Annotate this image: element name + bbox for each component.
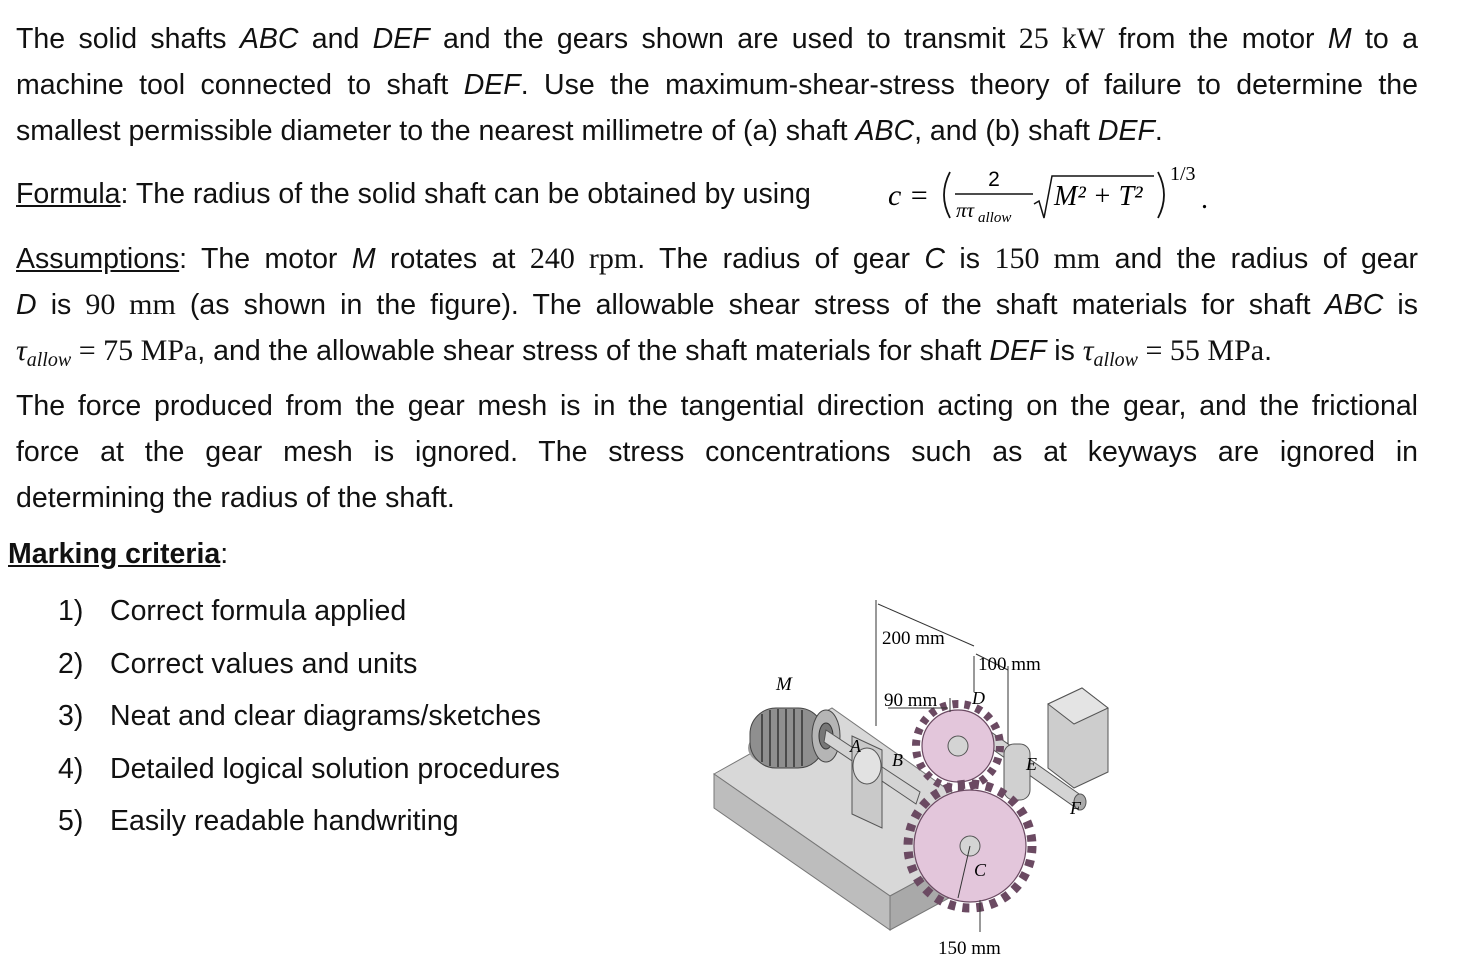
criteria-item — [58, 693, 560, 746]
marking-title-text: Marking criteria — [8, 538, 221, 570]
assumptions-line-6: determining the radius of the shaft. — [16, 482, 455, 514]
formula-sentence — [16, 178, 811, 211]
dim-100-label: 100 mm — [978, 654, 1041, 675]
criteria-number: 4) — [58, 752, 84, 785]
text-run: : The motor — [179, 243, 352, 275]
text-run: The solid shafts — [16, 23, 240, 55]
def-allowable-stress: = 55 MPa — [1138, 334, 1265, 367]
criteria-number: 5) — [58, 805, 84, 838]
formula-period: . — [1201, 184, 1208, 215]
shaft-abc-label: ABC — [239, 23, 299, 55]
criteria-item — [58, 641, 560, 694]
marking-criteria-list — [58, 588, 560, 851]
criteria-item — [58, 588, 560, 641]
assumptions-line-2 — [16, 282, 1418, 328]
criteria-number: 2) — [58, 647, 84, 680]
text-run: and — [298, 23, 373, 55]
dim-200-label: 200 mm — [882, 628, 945, 649]
gear-d-label: D — [16, 289, 37, 321]
assumptions-label: Assumptions — [16, 243, 180, 275]
criteria-number: 1) — [58, 595, 84, 627]
dim-150-label: 150 mm — [938, 938, 1001, 959]
text-run: . — [1264, 335, 1273, 367]
text-run: to a — [1351, 23, 1418, 55]
gear-d — [916, 704, 1000, 788]
right-paren — [1158, 172, 1164, 218]
assumptions-line-4: The force produced from the gear mesh is in the tangential direction acting on the gear, and the frictional — [16, 390, 1418, 422]
text-run: is — [36, 289, 86, 321]
text-run: : The radius of the solid shaft can be obtained by using — [120, 178, 811, 210]
left-paren — [944, 172, 950, 218]
criteria-item — [58, 746, 560, 799]
formula-c-equals: c = — [888, 179, 930, 212]
text-run: . — [1154, 115, 1163, 147]
label-d: D — [972, 688, 985, 708]
formula-numerator: 2 — [988, 168, 1000, 191]
tau-symbol: τ — [16, 334, 27, 367]
shaft-def-label: DEF — [989, 335, 1047, 367]
text-run: is — [1046, 335, 1083, 367]
criteria-item — [58, 798, 560, 851]
formula-exponent: 1/3 — [1170, 163, 1196, 185]
tau-subscript: allow — [26, 349, 72, 371]
text-run: . The radius of gear — [637, 243, 925, 275]
text-run: (as shown in the figure). The allowable shear stress of the shaft materials for shaft — [175, 289, 1325, 321]
label-e: E — [1026, 754, 1037, 774]
gear-c — [908, 784, 1032, 908]
criteria-text: Detailed logical solution procedures — [110, 752, 560, 785]
text-run: , and the allowable shear stress of the shaft materials for shaft — [197, 335, 990, 367]
assumptions-line-3 — [16, 328, 1418, 383]
gear-c-radius: 150 mm — [994, 242, 1101, 275]
gear-c-label: C — [924, 243, 945, 275]
text-run: is — [1383, 289, 1419, 321]
label-m: M — [776, 674, 792, 695]
shaft-def-label: DEF — [372, 23, 430, 55]
shaft-abc-label: ABC — [1324, 289, 1384, 321]
formula-label: Formula — [16, 178, 121, 210]
tau-subscript: allow — [1093, 349, 1138, 371]
problem-statement — [16, 16, 1418, 154]
text-run: is — [944, 243, 995, 275]
gear-d-radius: 90 mm — [85, 288, 176, 321]
criteria-text: Easily readable handwriting — [110, 805, 459, 838]
dim-90-label: 90 mm — [884, 690, 938, 711]
formula-denominator: πτ — [956, 198, 975, 222]
assumptions-line-1 — [16, 236, 1418, 282]
power-value: 25 kW — [1018, 22, 1106, 55]
text-run: . Use the maximum-shear-stress theory of failure to determine the — [520, 69, 1418, 101]
assumptions-line-5: force at the gear mesh is ignored. The stress concentrations such as at keyways are ignored in — [16, 436, 1418, 468]
label-c: C — [974, 860, 987, 880]
criteria-number: 3) — [58, 700, 84, 733]
shaft-abc-label: ABC — [855, 115, 915, 147]
shaft-radius-formula — [888, 160, 1218, 230]
criteria-text: Correct values and units — [110, 647, 418, 680]
criteria-text: Correct formula applied — [110, 595, 407, 627]
shaft-def-label: DEF — [1097, 115, 1155, 147]
motor-label: M — [351, 243, 376, 275]
tau-symbol: τ — [1082, 334, 1094, 367]
shaft-def-label: DEF — [463, 69, 521, 101]
label-a: A — [850, 736, 861, 756]
text-run: and the gears shown are used to transmit — [429, 23, 1019, 55]
text-run: machine tool connected to shaft — [16, 69, 464, 101]
text-run: , and (b) shaft — [914, 115, 1098, 147]
label-f: F — [1070, 798, 1081, 818]
criteria-text: Neat and clear diagrams/sketches — [110, 700, 541, 733]
formula-radicand: M² + T² — [1054, 181, 1143, 212]
text-run: rotates at — [375, 243, 530, 275]
assumptions — [16, 236, 1418, 521]
problem-line-3 — [16, 108, 1418, 154]
formula-line — [16, 160, 1436, 230]
text-run: and the radius of gear — [1100, 243, 1419, 275]
label-b: B — [892, 750, 903, 770]
problem-line-2 — [16, 62, 1418, 108]
shaft-gear-figure — [712, 596, 1132, 964]
problem-line-1 — [16, 16, 1418, 62]
text-run: from the motor — [1105, 23, 1328, 55]
text-run: smallest permissible diameter to the nearest millimetre of (a) shaft — [16, 115, 856, 147]
formula-denominator-sub: allow — [978, 210, 1012, 226]
marking-title-colon: : — [220, 538, 229, 570]
marking-criteria-heading — [8, 538, 228, 571]
motor-label: M — [1327, 23, 1352, 55]
motor-speed: 240 rpm — [529, 242, 638, 275]
abc-allowable-stress: = 75 MPa — [71, 334, 198, 367]
